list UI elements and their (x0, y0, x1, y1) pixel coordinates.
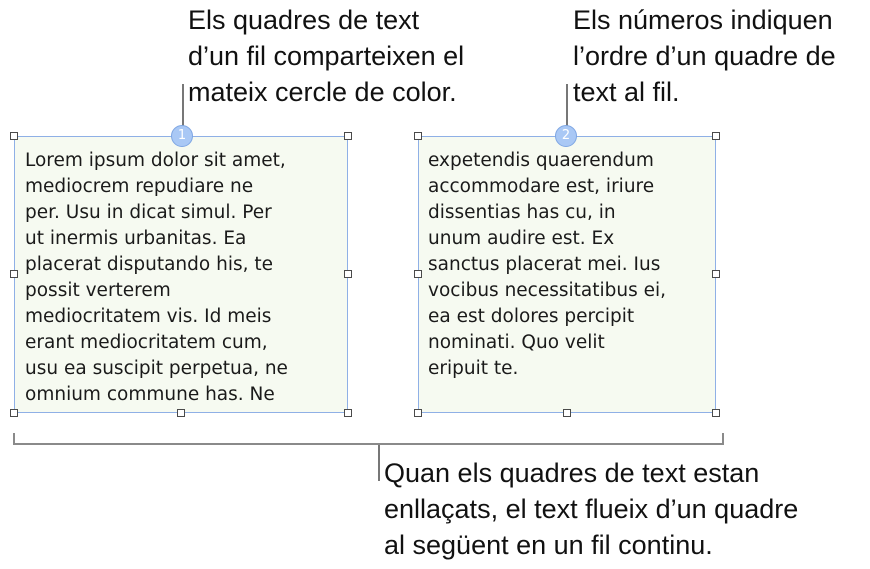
callout-line: d’un fil comparteixen el (188, 41, 465, 71)
callout-line: enllaçats, el text flueix d’un quadre (384, 494, 799, 524)
thread-order-badge-1[interactable]: 1 (171, 125, 193, 147)
callout-shared-color-circle (188, 2, 464, 110)
thread-order-badge-2[interactable]: 2 (555, 125, 577, 147)
text-line: usu ea suscipit perpetua, ne (25, 358, 288, 379)
resize-handle-middle-left[interactable] (414, 270, 422, 278)
text-line: mediocritatem vis. Id meis (25, 306, 272, 327)
text-line: dissentias has cu, in (428, 202, 616, 223)
callout-line: text al fil. (573, 77, 680, 107)
text-line: ea est dolores percipit (428, 306, 635, 327)
resize-handle-middle-right[interactable] (712, 270, 720, 278)
leader-line-right (566, 84, 568, 126)
text-line: vocibus necessitatibus ei, (428, 280, 667, 301)
callout-linked-text-flow (384, 455, 798, 563)
text-line: placerat disputando his, te (25, 254, 273, 275)
text-line: erant mediocritatem cum, (25, 332, 268, 353)
resize-handle-bottom-left[interactable] (10, 409, 18, 417)
text-line: mediocrem repudiare ne (25, 176, 254, 197)
text-line: possit verterem (25, 280, 171, 301)
callout-line: Quan els quadres de text estan (384, 458, 760, 488)
text-box-2-content (428, 148, 666, 382)
resize-handle-top-right[interactable] (344, 132, 352, 140)
text-line: ut inermis urbanitas. Ea (25, 228, 247, 249)
resize-handle-middle-left[interactable] (10, 270, 18, 278)
text-line: accommodare est, iriure (428, 176, 655, 197)
resize-handle-bottom-center[interactable] (563, 409, 571, 417)
resize-handle-top-left[interactable] (10, 132, 18, 140)
callout-line: mateix cercle de color. (188, 77, 457, 107)
text-box-1-content (25, 148, 288, 408)
text-line: sanctus placerat mei. Ius (428, 254, 661, 275)
callout-order-numbers (573, 2, 836, 110)
text-line: eripuit te. (428, 358, 519, 379)
bracket-horizontal (13, 443, 724, 445)
leader-line-left (182, 84, 184, 126)
callout-line: l’ordre d’un quadre de (573, 41, 836, 71)
resize-handle-bottom-right[interactable] (344, 409, 352, 417)
resize-handle-top-left[interactable] (414, 132, 422, 140)
bracket-end-left (13, 433, 15, 445)
resize-handle-top-right[interactable] (712, 132, 720, 140)
text-line: omnium commune has. Ne (25, 384, 275, 405)
resize-handle-bottom-center[interactable] (177, 409, 185, 417)
resize-handle-bottom-right[interactable] (712, 409, 720, 417)
text-line: nominati. Quo velit (428, 332, 605, 353)
callout-line: al següent en un fil continu. (384, 530, 713, 560)
leader-line-bottom (378, 445, 380, 481)
bracket-end-right (722, 433, 724, 445)
callout-line: Els números indiquen (573, 5, 833, 35)
text-line: expetendis quaerendum (428, 150, 654, 171)
callout-line: Els quadres de text (188, 5, 420, 35)
text-line: unum audire est. Ex (428, 228, 615, 249)
resize-handle-middle-right[interactable] (344, 270, 352, 278)
text-line: Lorem ipsum dolor sit amet, (25, 150, 286, 171)
text-line: per. Usu in dicat simul. Per (25, 202, 272, 223)
resize-handle-bottom-left[interactable] (414, 409, 422, 417)
